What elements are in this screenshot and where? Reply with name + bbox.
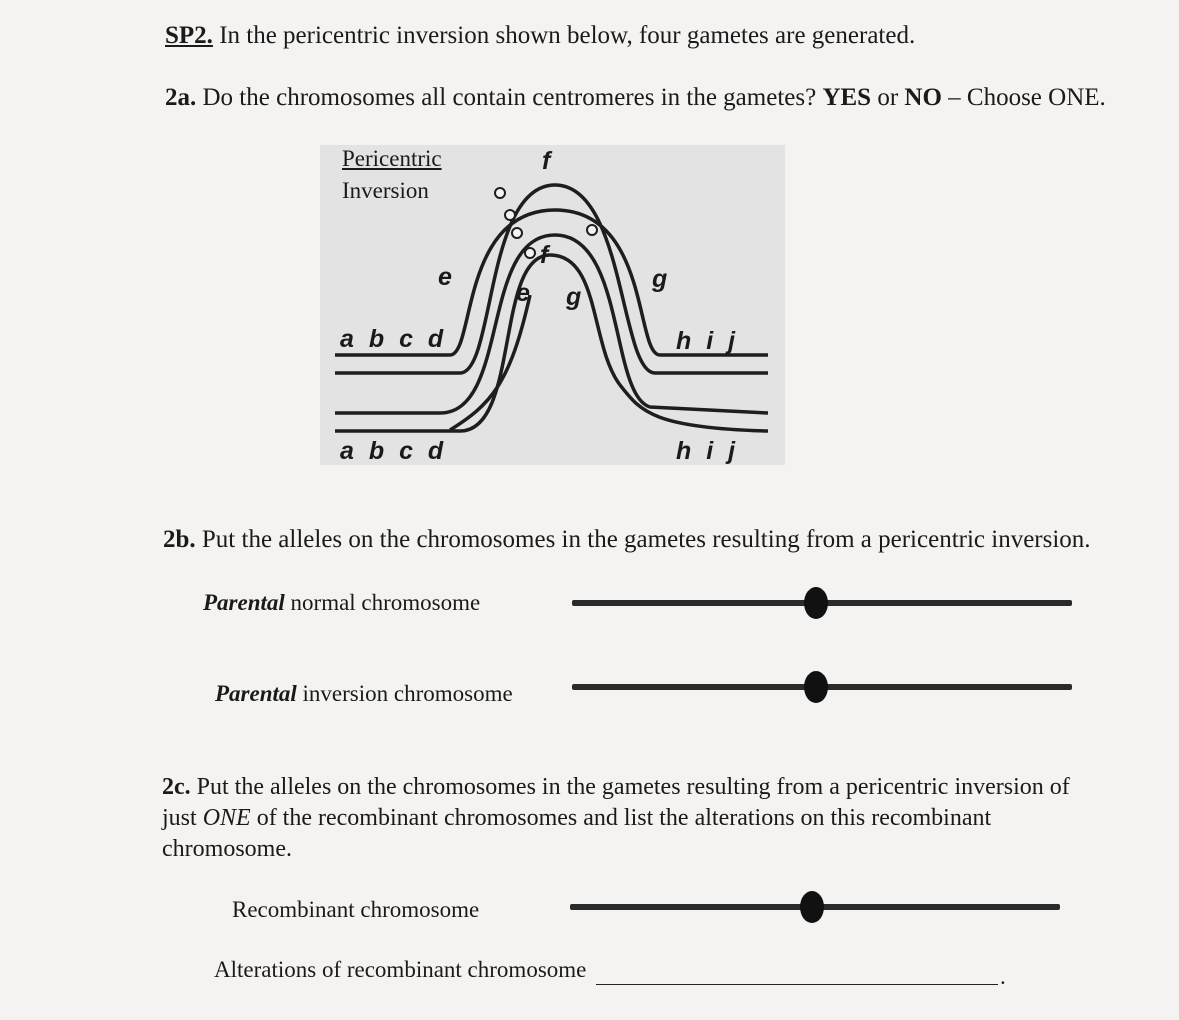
parental-inversion-label [215,681,513,707]
parental-normal-centromere [804,587,828,619]
centromere-2 [505,210,515,220]
question-text: In the pericentric inversion shown below, four gametes are generated. [219,22,916,49]
part-b [163,526,1091,554]
parental-normal-italic: Parental [203,590,285,615]
recombinant-centromere [800,891,824,923]
diagram-title-line2: Inversion [342,178,429,203]
parental-inversion-italic: Parental [215,681,297,706]
centromere-1 [495,188,505,198]
centromere-3 [512,228,522,238]
part-a-text: Do the chromosomes all contain centromeres in the gametes? [202,84,817,111]
part-b-text: Put the alleles on the chromosomes in the gametes resulting from a pericentric inversion. [201,526,1091,553]
part-b-label: 2b. [163,526,196,553]
part-c-line1-text: Put the alleles on the chromosomes in the gametes resulting from a pericentric inversion of [196,774,1070,800]
question-header [165,22,915,50]
alterations-answer-blank[interactable] [596,984,998,985]
parental-normal-rest: normal chromosome [290,590,481,615]
centromere-4 [525,248,535,258]
alterations-label: Alterations of recombinant chromosome [214,957,587,982]
part-c-line2-italic: ONE [202,805,251,831]
or-word: or [877,84,899,111]
parental-normal-label [203,590,480,616]
part-c-line1 [162,772,1070,803]
part-c-line3: chromosome. [162,836,292,862]
part-a-label: 2a. [165,84,197,111]
parental-inversion-centromere [804,671,828,703]
outer-f-label: f [542,147,551,175]
top-right-alleles: h i j [676,327,740,355]
part-a [165,84,1106,112]
part-c-label: 2c. [162,774,191,800]
outer-g-label: g [652,265,668,293]
recombinant-label: Recombinant chromosome [232,897,480,922]
centromere-5 [587,225,597,235]
question-number: SP2. [165,22,213,49]
outer-e-label: e [438,263,452,291]
bottom-right-alleles: h i j [676,437,740,465]
diagram-title-line1: Pericentric [342,146,442,171]
inner-e-label: e [516,279,530,307]
alterations-period: . [1000,964,1006,989]
part-c-line2-pre: just [162,805,197,831]
parental-inversion-rest: inversion chromosome [302,681,513,706]
part-a-suffix: – Choose ONE. [948,84,1106,111]
part-c-line2 [162,803,1070,834]
no-option[interactable]: NO [904,84,942,111]
inner-loop-strand-1 [440,235,768,413]
pericentric-inversion-diagram [320,145,785,465]
top-left-alleles: a b c d [340,325,448,353]
yes-option[interactable]: YES [822,84,872,111]
part-c-line2-post: of the recombinant chromosomes and list the alterations on this recombinant [256,805,992,831]
inner-g-label: g [566,283,582,311]
inner-f-label: f [540,241,549,269]
bottom-left-alleles: a b c d [340,437,448,465]
part-c [162,772,1070,865]
